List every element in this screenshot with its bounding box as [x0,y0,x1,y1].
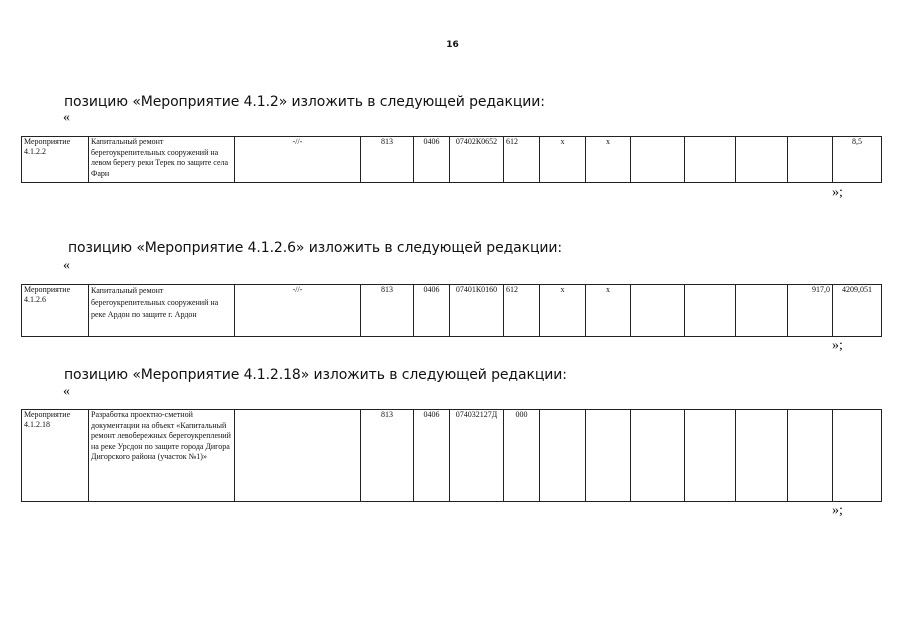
value-cell: 917,0 [788,285,833,337]
value-cell: 4209,051 [833,285,882,337]
section-heading: позицию «Мероприятие 4.1.2.18» изложить в следующей редакции: [64,367,567,383]
vr-cell: 000 [504,410,540,502]
executor-cell [235,410,361,502]
vr-cell: 612 [504,137,540,183]
x-cell: х [540,137,586,183]
executor-cell: -//- [235,285,361,337]
measure-name: Мероприятие 4.1.2.2 [22,137,89,183]
csr-cell: 07401К0160 [450,285,504,337]
rzpr-cell: 0406 [414,285,450,337]
measure-table [21,409,882,502]
close-quote: »; [832,338,843,353]
x-cell [540,410,586,502]
open-quote: « [63,384,70,399]
value-cell [631,410,685,502]
grbs-cell: 813 [361,285,414,337]
measure-description: Разработка проектно-сметной документации на объект «Капитальный ремонт левобережных берегоукреплений на реке Урсдон по защите города Дигора Дигорского района (участок №1)» [89,410,235,502]
grbs-cell: 813 [361,137,414,183]
value-cell [631,285,685,337]
section-heading: позицию «Мероприятие 4.1.2» изложить в следующей редакции: [64,94,545,110]
measure-name: Мероприятие 4.1.2.6 [22,285,89,337]
open-quote: « [63,258,70,273]
measure-table [21,136,882,183]
x-cell: х [586,137,631,183]
rzpr-cell: 0406 [414,137,450,183]
csr-cell: 07402К0652 [450,137,504,183]
table-row [22,410,882,502]
measure-name: Мероприятие 4.1.2.18 [22,410,89,502]
rzpr-cell: 0406 [414,410,450,502]
measure-description: Капитальный ремонт берегоукрепительных сооружений на реке Ардон по защите г. Ардон [89,285,235,337]
measure-table [21,284,882,337]
value-cell [788,137,833,183]
executor-cell: -//- [235,137,361,183]
csr-cell: 074032127Д [450,410,504,502]
value-cell [736,410,788,502]
table-row [22,137,882,183]
value-cell [788,410,833,502]
close-quote: »; [832,503,843,518]
grbs-cell: 813 [361,410,414,502]
value-cell [685,410,736,502]
value-cell [736,285,788,337]
value-cell [631,137,685,183]
close-quote: »; [832,185,843,200]
vr-cell: 612 [504,285,540,337]
section-heading: позицию «Мероприятие 4.1.2.6» изложить в следующей редакции: [68,240,563,256]
x-cell: х [586,285,631,337]
open-quote: « [63,110,70,125]
table-row [22,285,882,337]
value-cell [736,137,788,183]
value-cell [833,410,882,502]
value-cell: 8,5 [833,137,882,183]
value-cell [685,137,736,183]
x-cell [586,410,631,502]
x-cell: х [540,285,586,337]
measure-description: Капитальный ремонт берегоукрепительных сооружений на левом берегу реки Терек по защите села Фарн [89,137,235,183]
value-cell [685,285,736,337]
page-number: 16 [446,40,459,50]
